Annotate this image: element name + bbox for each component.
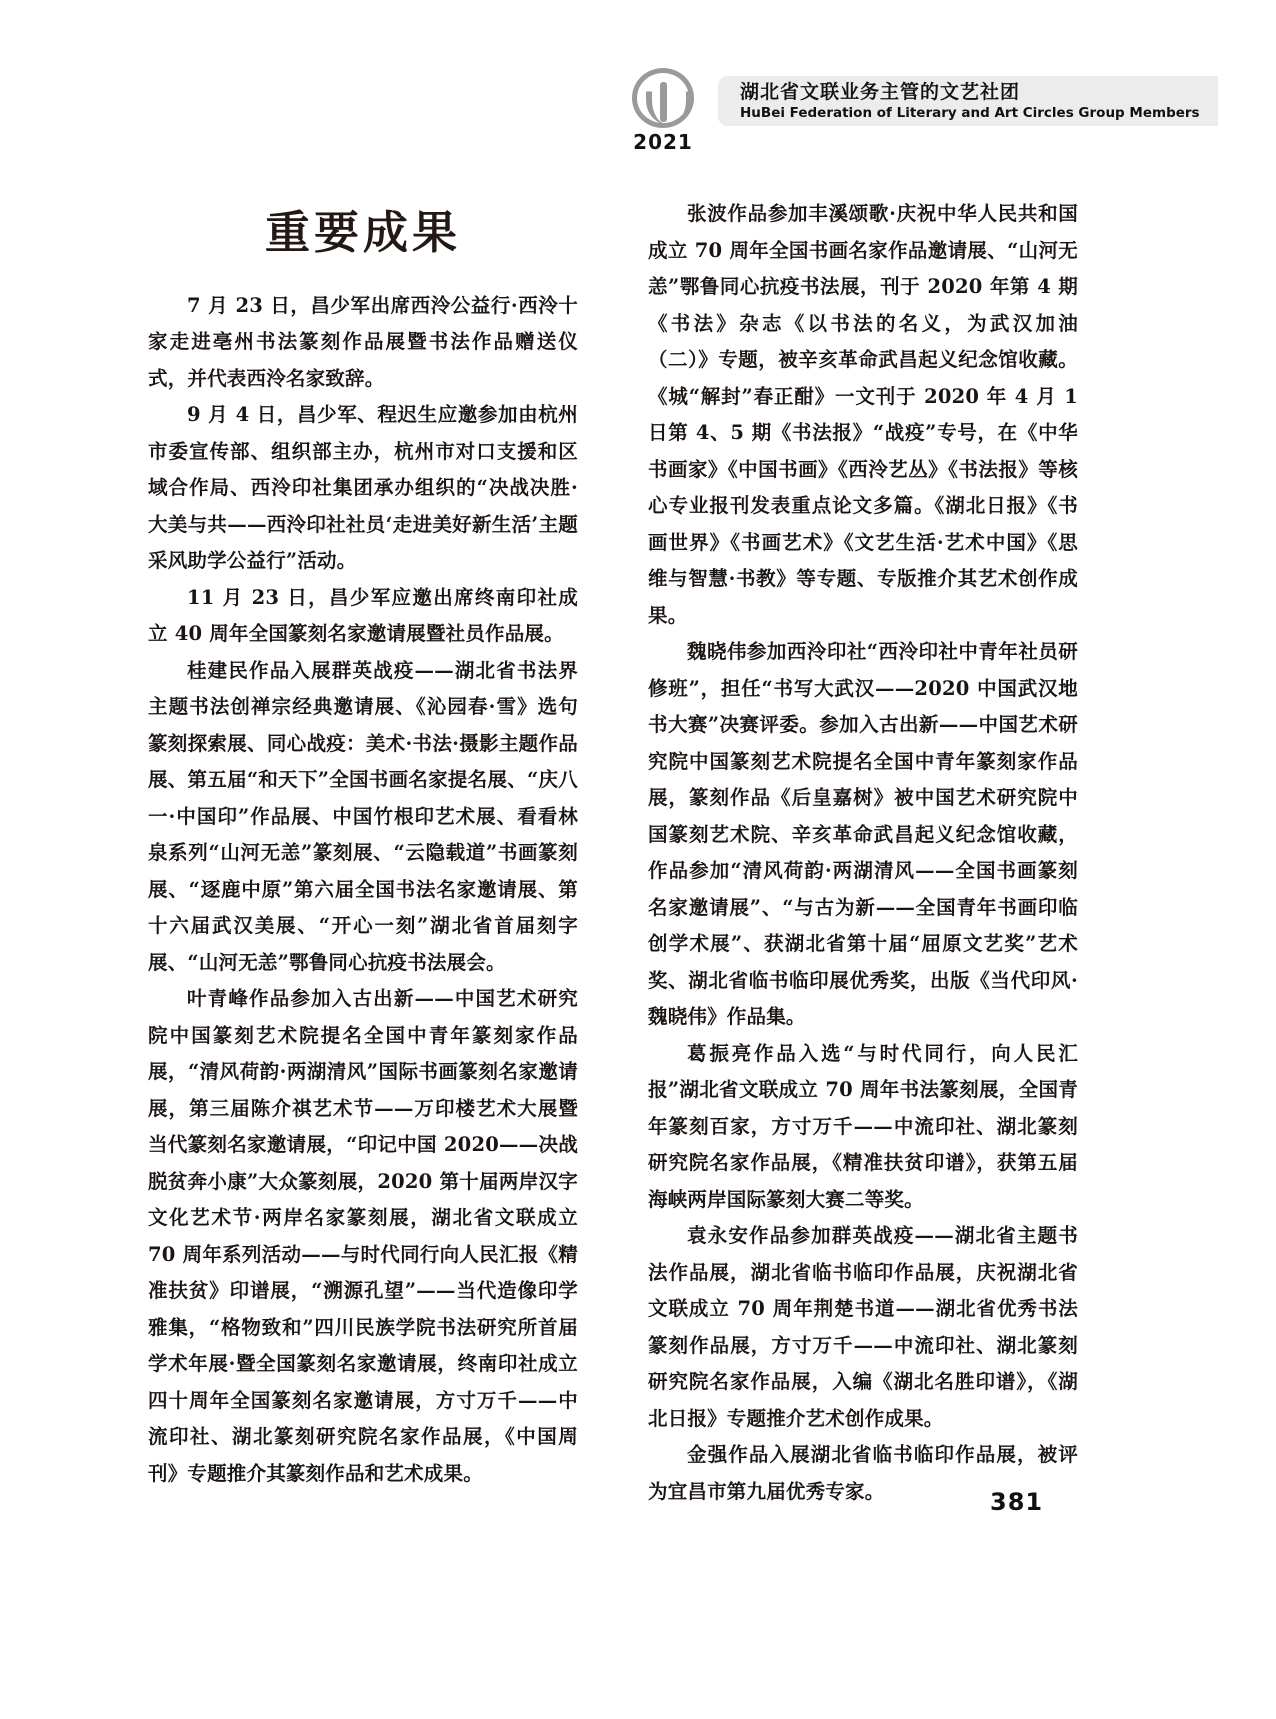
page-number: 381 [990, 1488, 1044, 1516]
logo-year-label: 2021 [633, 130, 693, 154]
paragraph: 桂建民作品入展群英战疫——湖北省书法界主题书法创禅宗经典邀请展、《沁园春·雪》选句篆刻探索展、同心战疫：美术·书法·摄影主题作品展、第五届“和天下”全国书画名家提名展、“庆八一·中国印”作品展、中国竹根印艺术展、看看林泉系列“山河无恙”篆刻展、“云隐载道”书画篆刻展、“逐鹿中原”第六届全国书法名家邀请展、第十六届武汉美展、“开心一刻”湖北省首届刻字展、“山河无恙”鄂鲁同心抗疫书法展会。 [148, 658, 578, 974]
pagoda-circle-logo-icon [632, 68, 694, 128]
organization-logo [620, 68, 706, 154]
left-text-column [148, 196, 578, 1492]
paragraph: 9 月 4 日，昌少军、程迟生应邀参加由杭州市委宣传部、组织部主办，杭州市对口支援和区域合作局、西泠印社集团承办组织的“决战决胜·大美与共——西泠印社社员‘走进美好新生活’主题采风助学公益行”活动。 [148, 403, 578, 572]
paragraph: 魏晓伟参加西泠印社“西泠印社中青年社员研修班”，担任“书写大武汉——2020 中国武汉地书大赛”决赛评委。参加入古出新——中国艺术研究院中国篆刻艺术院提名全国中青年篆刻家作品展，篆刻作品《后皇嘉树》被中国艺术研究院中国篆刻艺术院、辛亥革命武昌起义纪念馆收藏，作品参加“清风荷韵·两湖清风——全国书画篆刻名家邀请展”、“与古为新——全国青年书画印临创学术展”、获湖北省第十届“屈原文艺奖”艺术奖、湖北省临书临印展优秀奖，出版《当代印风·魏晓伟》作品集。 [648, 640, 1078, 1028]
paragraph: 张波作品参加丰溪颂歌·庆祝中华人民共和国成立 70 周年全国书画名家作品邀请展、“山河无恙”鄂鲁同心抗疫书法展，刊于 2020 年第 4 期《书法》杂志《以书法的名义，为武汉加油（二）》专题，被辛亥革命武昌起义纪念馆收藏。《城“解封”春正酣》一文刊于 2020 年 4 月 1 日第 4、5 期《书法报》“战疫”专号，在《中华书画家》《中国书画》《西泠艺丛》《书法报》等核心专业报刊发表重点论文多篇。《湖北日报》《书画世界》《书画艺术》《文艺生活·艺术中国》《思维与智慧·书教》等专题、专版推介其艺术创作成果。 [648, 202, 1078, 627]
paragraph: 叶青峰作品参加入古出新——中国艺术研究院中国篆刻艺术院提名全国中青年篆刻家作品展，“清风荷韵·两湖清风”国际书画篆刻名家邀请展，第三届陈介祺艺术节——万印楼艺术大展暨当代篆刻名家邀请展，“印记中国 2020——决战脱贫奔小康”大众篆刻展，2020 第十届两岸汉字文化艺术节·两岸名家篆刻展，湖北省文联成立 70 周年系列活动——与时代同行向人民汇报《精准扶贫》印谱展，“溯源孔望”——当代造像印学雅集，“格物致和”四川民族学院书法研究所首届学术年展·暨全国篆刻名家邀请展，终南印社成立四十周年全国篆刻名家邀请展，方寸万千——中流印社、湖北篆刻研究院名家作品展，《中国周刊》专题推介其篆刻作品和艺术成果。 [148, 987, 578, 1485]
header-title-band [718, 76, 1218, 126]
right-text-column [648, 196, 1078, 1510]
paragraph: 金强作品入展湖北省临书临印作品展，被评为宜昌市第九届优秀专家。 [648, 1443, 1078, 1503]
paragraph: 葛振亮作品入选“与时代同行，向人民汇报”湖北省文联成立 70 周年书法篆刻展，全国青年篆刻百家，方寸万千——中流印社、湖北篆刻研究院名家作品展，《精准扶贫印谱》，获第五届海峡两岸国际篆刻大赛二等奖。 [648, 1041, 1078, 1211]
page-header [620, 68, 1220, 154]
paragraph: 袁永安作品参加群英战疫——湖北省主题书法作品展，湖北省临书临印作品展，庆祝湖北省文联成立 70 周年荆楚书道——湖北省优秀书法篆刻作品展，方寸万千——中流印社、湖北篆刻研究院名家作品展，入编《湖北名胜印谱》，《湖北日报》专题推介艺术创作成果。 [648, 1224, 1078, 1430]
page-title: 重要成果 [264, 206, 461, 259]
paragraph: 11 月 23 日，昌少军应邀出席终南印社成立 40 周年全国篆刻名家邀请展暨社员作品展。 [148, 585, 578, 645]
header-title-chinese: 湖北省文联业务主管的文艺社团 [740, 81, 1021, 103]
paragraph: 7 月 23 日，昌少军出席西泠公益行·西泠十家走进亳州书法篆刻作品展暨书法作品赠送仪式，并代表西泠名家致辞。 [148, 293, 578, 390]
header-title-english: HuBei Federation of Literary and Art Circles Group Members [740, 104, 1200, 121]
